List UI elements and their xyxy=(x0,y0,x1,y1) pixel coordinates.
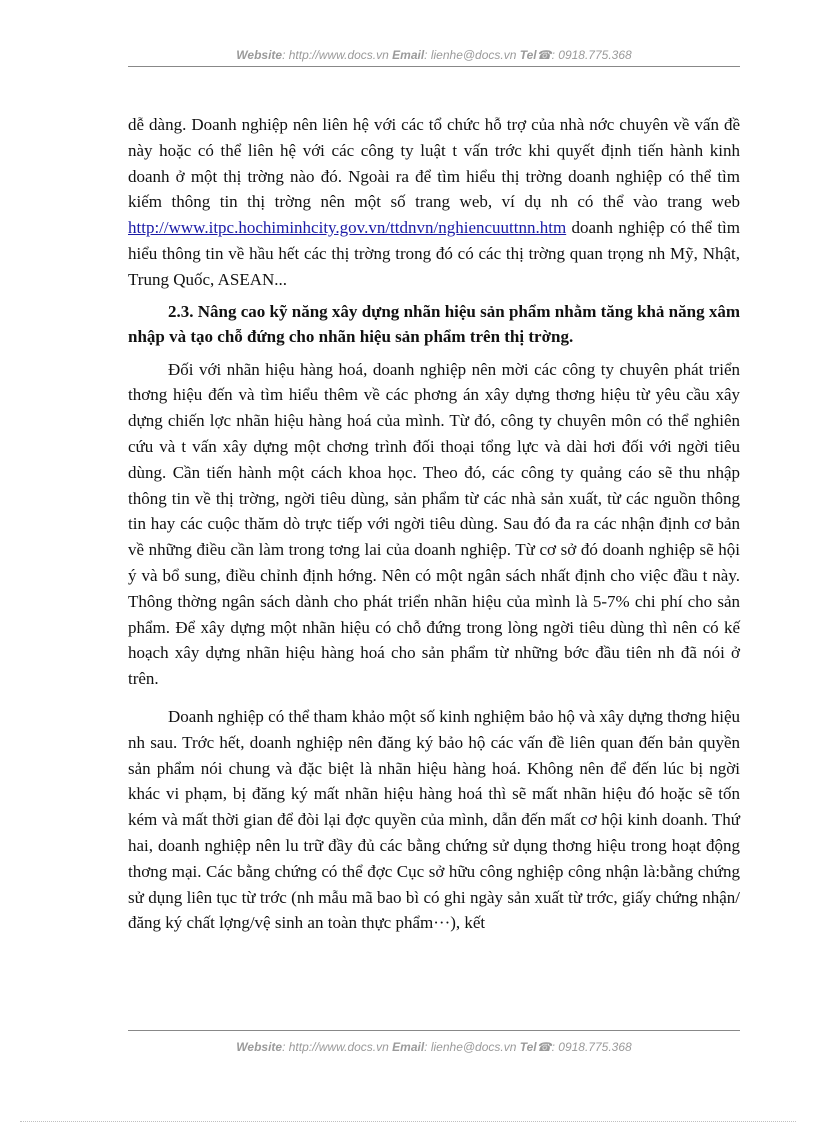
page-body xyxy=(128,112,740,936)
footer-email-value: : lienhe@docs.vn xyxy=(424,1040,517,1054)
page-header xyxy=(128,48,740,62)
footer-email-label: Email xyxy=(392,1040,425,1054)
paragraph-text: dễ dàng. Doanh nghiệp nên liên hệ với các tổ chức hỗ trợ của nhà nớc chuyên về vấn đề này hoặc có thể liên hệ với các công ty luật t vấn trớc khi quyết định tiến hành kinh doanh ở một thị trờng nào đó. Ngoài ra để tìm hiểu thị trờng doanh nghiệp có thể tìm kiếm thông tin thị trờng nên một số trang web, ví dụ nh có thể vào trang web xyxy=(128,115,740,212)
header-email-label: Email xyxy=(392,48,425,62)
header-tel-label: Tel xyxy=(519,48,537,62)
paragraph-market-research xyxy=(128,112,740,293)
page-footer xyxy=(128,1040,740,1054)
paragraph-text: doanh nghiệp có thể tìm hiểu thông tin về hầu hết các thị trờng trong đó có các thị trờng quan trọng nh Mỹ, Nhật, Trung Quốc, ASEAN... xyxy=(128,218,740,289)
header-website-label: Website xyxy=(236,48,283,62)
paragraph-brand-protection: Doanh nghiệp có thể tham khảo một số kinh nghiệm bảo hộ và xây dựng thơng hiệu nh sau. Trớc hết, doanh nghiệp nên đăng ký bảo hộ các vấn đề liên quan đến bản quyền sản phẩm nói chung và đặc biệt là nhãn hiệu hàng hoá. Không nên để đến lúc bị ngời khác vi phạm, bị đăng ký mất nhãn hiệu hàng hoá thì sẽ mất nhãn hiệu đó hoặc sẽ tốn kém và mất thời gian để đòi lại đợc quyền của mình, dẫn đến mất cơ hội kinh doanh. Thứ hai, doanh nghiệp nên lu trữ đầy đủ các bằng chứng sử dụng thơng hiệu trong hoạt động thơng mại. Các bằng chứng có thể đợc Cục sở hữu công nghiệp công nhận là:bằng chứng sử dụng liên tục từ trớc (nh mẫu mã bao bì có ghi ngày sản xuất từ trớc, giấy chứng nhận/đăng ký chất lợng/vệ sinh an toàn thực phẩm···), kết xyxy=(128,706,740,933)
header-email-value: : lienhe@docs.vn xyxy=(424,48,517,62)
paragraph-brand-building: Đối với nhãn hiệu hàng hoá, doanh nghiệp nên mời các công ty chuyên phát triển thơng hiệu đến và tìm hiểu thêm về các phơng án xây dựng thơng hiệu từ yêu cầu xây dựng chiến lợc nhãn hiệu hàng hoá của mình. Từ đó, công ty chuyên môn có thể nghiên cứu và t vấn xây dựng một chơng trình đối thoại tổng lực và dài hơi đối với ngời tiêu dùng. Cần tiến hành một cách khoa học. Theo đó, các công ty quảng cáo sẽ thu nhập thông tin về thị trờng, ngời tiêu dùng, sản phẩm từ các nhà sản xuất, từ các nguồn thông tin hay các cuộc thăm dò trực tiếp với ngời tiêu dùng. Sau đó đa ra các nhận định cơ bản về những điều cần làm trong tơng lai của doanh nghiệp. Từ cơ sở đó doanh nghiệp sẽ hội ý và bổ sung, điều chỉnh định hớng. Nên có một ngân sách nhất định cho việc đầu t này. Thông thờng ngân sách dành cho phát triển nhãn hiệu của mình là 5-7% chi phí cho sản phẩm. Để xây dựng một nhãn hiệu có chỗ đứng trong lòng ngời tiêu dùng thì nên có kế hoạch xây dựng nhãn hiệu hàng hoá cho sản phẩm từ những bớc đầu tiên nh đã nói ở trên. xyxy=(128,359,740,689)
header-tel-value: ☎: 0918.775.368 xyxy=(536,48,632,62)
footer-tel-label: Tel xyxy=(519,1040,537,1054)
paragraph-gap xyxy=(128,692,740,704)
footer-divider xyxy=(128,1030,740,1031)
header-website-value: : http://www.docs.vn xyxy=(282,48,389,62)
header-divider xyxy=(128,66,740,67)
section-heading: 2.3. Nâng cao kỹ năng xây dựng nhãn hiệu sản phẩm nhằm tăng khả năng xâm nhập và tạo chỗ đứng cho nhãn hiệu sản phẩm trên thị trờng. xyxy=(128,301,740,346)
footer-website-value: : http://www.docs.vn xyxy=(282,1040,389,1054)
footer-tel-value: ☎: 0918.775.368 xyxy=(536,1040,632,1054)
itpc-link[interactable]: http://www.itpc.hochiminhcity.gov.vn/ttdnvn/nghiencuuttnn.htm xyxy=(128,218,567,238)
page-break-line xyxy=(20,1121,796,1122)
footer-website-label: Website xyxy=(236,1040,283,1054)
